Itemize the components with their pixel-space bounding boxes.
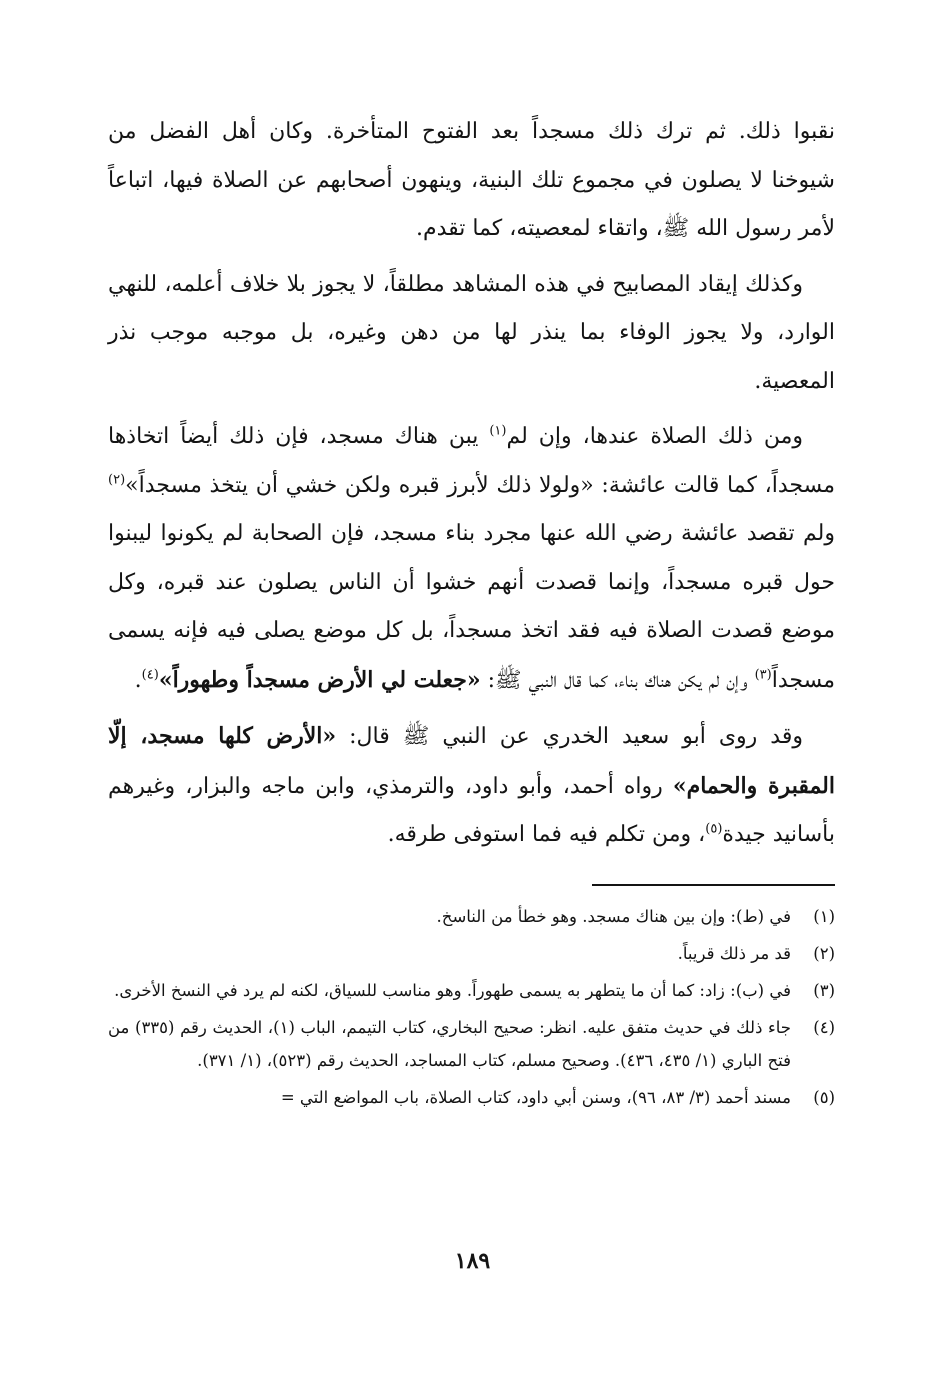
hadith-quote: «الأرض كلها مسجد، إلّا المقبرة والحمام» — [108, 723, 836, 799]
footnote-ref-2[interactable]: (٢) — [108, 472, 126, 488]
paragraph-3-text: . — [134, 667, 142, 693]
footnote-text: في (ط): وإن بين هناك مسجد. وهو خطأ من الناسخ. — [436, 907, 791, 926]
paragraph-3-text: وإن لم يكن هناك بناء، كما قال النبي ﷺ: — [480, 667, 755, 693]
paragraph-4-text: رواه أحمد، وأبو داود، والترمذي، وابن ماجه والبزار، وغيرهم بأسانيد جيدة — [108, 773, 835, 847]
main-text — [108, 108, 835, 867]
footnote-ref-5[interactable]: (٥) — [705, 821, 723, 837]
footnote-number: (٥) — [813, 1088, 835, 1107]
paragraph-4-text: وقد روى أبو سعيد الخدري عن النبي ﷺ قال: — [336, 724, 803, 749]
footnote-3 — [108, 974, 835, 1007]
paragraph-4-text: ، ومن تكلم فيه فما استوفى طرقه. — [387, 822, 706, 847]
footnote-2 — [108, 937, 835, 970]
footnote-number: (٢) — [813, 944, 835, 963]
footnote-ref-3[interactable]: (٣) — [754, 667, 772, 683]
page-number: ١٨٩ — [454, 1248, 491, 1274]
footnote-ref-1[interactable]: (١) — [489, 423, 507, 439]
paragraph-3-text: يبن هناك مسجد، فإن ذلك أيضاً اتخاذها مسجداً، كما قالت عائشة: «ولولا ذلك لأبرز قبره ولكن خشي أن يتخذ مسجداً» — [108, 424, 835, 498]
footnote-4 — [108, 1011, 835, 1077]
footnotes — [108, 900, 835, 1118]
footnote-text: مسند أحمد (٣/ ٨٣، ٩٦)، وسنن أبي داود، كتاب الصلاة، باب المواضع التي = — [280, 1088, 791, 1107]
footnote-text: جاء ذلك في حديث متفق عليه. انظر: صحيح البخاري، كتاب التيمم، الباب (١)، الحديث رقم (٣٣٥) من فتح الباري (١/ ٤٣٥، ٤٣٦). وصحيح مسلم، كتاب المساجد، الحديث رقم (٥٢٣)، (١/ ٣٧١). — [108, 1018, 791, 1070]
footnote-separator — [592, 884, 835, 886]
paragraph-3 — [108, 413, 835, 705]
hadith-quote: «جعلت لي الأرض مسجداً وطهوراً» — [158, 666, 481, 693]
footnote-text: في (ب): زاد: كما أن ما يتطهر به يسمى طهوراً. وهو مناسب للسياق، لكنه لم يرد في النسخ الأخرى. — [114, 981, 791, 1000]
footnote-5 — [108, 1081, 835, 1114]
paragraph-4 — [108, 712, 835, 860]
footnote-text: قد مر ذلك قريباً. — [677, 944, 791, 963]
footnote-ref-4[interactable]: (٤) — [141, 667, 159, 683]
paragraph-2: وكذلك إيقاد المصابيح في هذه المشاهد مطلقاً، لا يجوز بلا خلاف أعلمه، للنهي الوارد، ولا يجوز الوفاء بما ينذر لها من دهن وغيره، بل موجبه موجب نذر المعصية. — [108, 271, 835, 394]
footnote-number: (٣) — [813, 981, 835, 1000]
footnote-number: (٤) — [813, 1018, 835, 1037]
paragraph-1: نقبوا ذلك. ثم ترك ذلك مسجداً بعد الفتوح المتأخرة. وكان أهل الفضل من شيوخنا لا يصلون في مجموع تلك البنية، وينهون أصحابهم عن الصلاة فيها، اتباعاً لأمر رسول الله ﷺ، واتقاء لمعصيته، كما تقدم. — [108, 119, 835, 241]
paragraph-3-text: ولم تقصد عائشة رضي الله عنها مجرد بناء مسجد، فإن الصحابة لم يكونوا ليبنوا حول قبره مسجداً، وإنما قصدت أنهم خشوا أن الناس يصلون عند قبره، وكل موضع قصدت الصلاة فيه فقد اتخذ مسجداً، بل كل موضع يصلى فيه فإنه يسمى مسجداً — [108, 521, 835, 693]
footnote-1 — [108, 900, 835, 933]
paragraph-3-text: ومن ذلك الصلاة عندها، وإن لم — [506, 424, 803, 449]
footnote-number: (١) — [813, 907, 835, 926]
